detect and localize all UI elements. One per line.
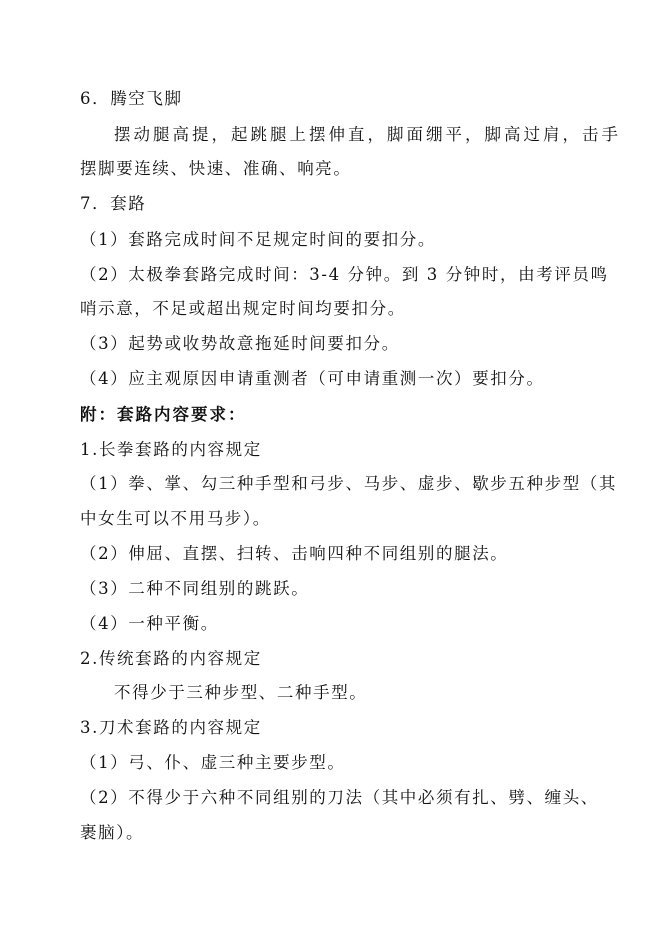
list-item: （1）套路完成时间不足规定时间的要扣分。 [80,230,436,249]
paragraph-line: 摆脚要连续、快速、准确、响亮。 [80,159,352,178]
section-heading: 2.传统套路的内容规定 [80,649,262,668]
list-item: （1）弓、仆、虚三种主要步型。 [80,753,346,772]
heading-tao-lu: 7．套路 [80,194,147,213]
list-item: （2）太极拳套路完成时间：3-4 分钟。到 3 分钟时，由考评员鸣 [80,265,609,284]
paragraph-line: 摆动腿高提，起跳腿上摆伸直，脚面绷平，脚高过肩，击手 [114,125,621,144]
paragraph-line: 不得少于三种步型、二种手型。 [114,683,368,702]
list-item: （3）起势或收势故意拖延时间要扣分。 [80,334,400,353]
section-heading: 1.长拳套路的内容规定 [80,440,262,459]
list-item: （2）伸屈、直摆、扫转、击响四种不同组别的腿法。 [80,544,509,563]
list-item: （4）应主观原因申请重测者（可申请重测一次）要扣分。 [80,369,545,388]
list-item-continuation: 中女生可以不用马步）。 [80,509,271,528]
list-item: （4）一种平衡。 [80,614,219,633]
heading-teng-kong-fei-jiao: 6．腾空飞脚 [80,89,183,108]
section-heading: 3.刀术套路的内容规定 [80,718,262,737]
list-item: （3）二种不同组别的跳跃。 [80,579,310,598]
list-item: （1）拳、掌、勾三种手型和弓步、马步、虚步、歇步五种步型（其 [80,474,617,493]
list-item: （2）不得少于六种不同组别的刀法（其中必须有扎、劈、缠头、 [80,788,599,807]
appendix-heading: 附：套路内容要求： [80,405,247,424]
list-item-continuation: 裹脑）。 [80,823,145,842]
list-item-continuation: 哨示意，不足或超出规定时间均要扣分。 [80,299,406,318]
